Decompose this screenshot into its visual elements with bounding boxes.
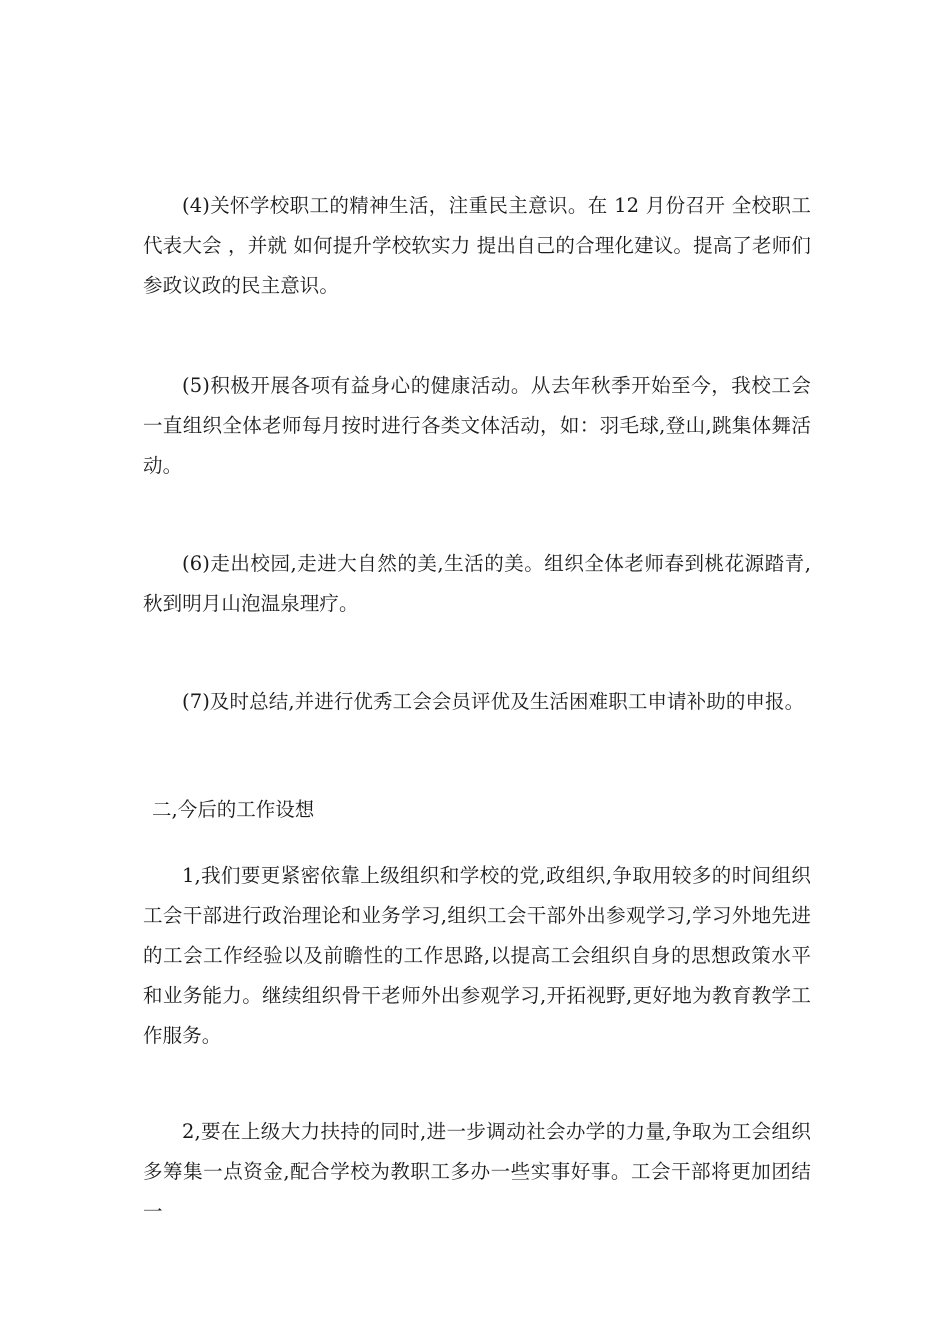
paragraph-item-6: (6)走出校园,走进大自然的美,生活的美。组织全体老师春到桃花源踏青,秋到明月山泡温泉理疗。 xyxy=(143,552,811,615)
paragraph-item-4: (4)关怀学校职工的精神生活，注重民主意识。在 12 月份召开 全校职工代表大会 ，并就 如何提升学校软实力 提出自己的合理化建议。提高了老师们参政议政的民主意识。 xyxy=(143,194,811,297)
section-heading: 二,今后的工作设想 xyxy=(152,798,315,821)
plan-paragraph-1: 1,我们要更紧密依靠上级组织和学校的党,政组织,争取用较多的时间组织工会干部进行政治理论和业务学习,组织工会干部外出参观学习,学习外地先进的工会工作经验以及前瞻性的工作思路,以提高工会组织自身的思想政策水平和业务能力。继续组织骨干老师外出参观学习,开拓视野,更好地为教育教学工作服务。 xyxy=(143,864,811,1047)
paragraph-item-7: (7)及时总结,并进行优秀工会会员评优及生活困难职工申请补助的申报。 xyxy=(182,690,805,713)
paragraph-item-5: (5)积极开展各项有益身心的健康活动。从去年秋季开始至今，我校工会一直组织全体老师每月按时进行各类文体活动，如：羽毛球,登山,跳集体舞活动。 xyxy=(143,374,811,477)
plan-paragraph-2: 2,要在上级大力扶持的同时,进一步调动社会办学的力量,争取为工会组织多筹集一点资金,配合学校为教职工多办一些实事好事。工会干部将更加团结一 xyxy=(143,1120,811,1223)
